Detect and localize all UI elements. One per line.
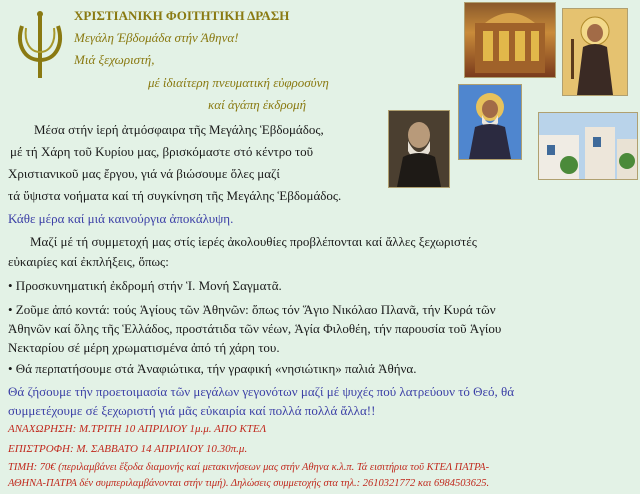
org-title: ΧΡΙΣΤΙΑΝΙΚΗ ΦΟΙΤΗΤΙΚΗ ΔΡΑΣΗ [74, 8, 290, 23]
para2-line-1: Μαζί μέ τή συμμετοχή μας στίς ἱερές ἀκολουθίες προβλέπονται καί ἄλλες ξεχωριστές [30, 234, 477, 249]
bullet-saints-line-1: • Ζοῦμε ἀπό κοντά: τούς Ἁγίους τῶν Ἀθηνῶν: ὅπως τόν Ἅγιο Νικόλαο Πλανᾶ, τήν Κυρά τῶν [8, 302, 496, 317]
highlight2-line-1: Θά ζήσουμε τήν προετοιμασία τῶν μεγάλων γεγονότων μαζί μέ ψυχές πού λατρεύουν τό Θεό, θά [8, 384, 515, 399]
bullet-monastery: • Προσκυνηματική ἐκδρομή στήν Ἱ. Μονή Σαγματᾶ. [8, 278, 282, 293]
intro-line-2: μέ τή Χάρη τοῦ Κυρίου μας, βρισκόμαστε στό κέντρο τοῦ [10, 144, 314, 159]
highlight-daily: Κάθε μέρα καί μιά καινούργια ἀποκάλυψη. [8, 211, 234, 226]
header-line-3: Μιά ξεχωριστή, [74, 52, 155, 67]
intro-line-4: τά ὕψιστα νοήματα καί τή συγκίνηση τῆς Μεγάλης Ἑβδομάδος. [8, 188, 342, 203]
return-info: ΕΠΙΣΤΡΟΦΗ: Μ. ΣΑΒΒΑΤΟ 14 ΑΠΡΙΛΙΟΥ 10.30π.μ. [8, 443, 248, 455]
saint-philothei-icon-image [562, 8, 628, 96]
price-line-1: ΤΙΜΗ: 70€ (περιλαμβάνει ἔξοδα διαμονής καί μετακινήσεων μας στήν Αθηνα κ.λ.π. Τά εισιτήρια τοῦ ΚΤΕΛ ΠΑΤΡΑ- [8, 462, 490, 473]
anafiotika-street-image [538, 112, 638, 180]
price-line-2: ΑΘΗΝΑ-ΠΑΤΡΑ δέν συμπεριλαμβάνονται στήν τιμή). Δηλώσεις συμμετοχής στα τηλ.: 2610321772 και 6984503625. [8, 478, 490, 489]
departure-info: ΑΝΑΧΩΡΗΣΗ: Μ.ΤΡΙΤΗ 10 ΑΠΡΙΛΙΟΥ 1μ.μ. ΑΠΟ ΚΤΕΛ [8, 423, 267, 435]
header-line-5: καί ἀγάπη ἐκδρομή [208, 97, 307, 112]
highlight2-line-2: συμμετέχουμε σέ ξεχωριστή γιά μᾶς εὐκαιρία καί πολλά πολλά ἄλλα!! [8, 403, 376, 418]
organization-logo [14, 8, 66, 82]
intro-line-3: Χριστιανικοῦ μας ἔργου, γιά νά βιώσουμε ὅλες μαζί [8, 166, 280, 181]
saint-nektarios-icon-image [458, 84, 522, 160]
intro-line-1: Μέσα στήν ἱερή ἀτμόσφαιρα τῆς Μεγάλης Ἑβδομάδος, [34, 122, 324, 137]
header-line-4: μέ ἰδιαίτερη πνευματική εὐφροσύνη [148, 75, 329, 90]
para2-line-2: εὐκαιρίες καί ἐκπλήξεις, ὅπως: [8, 254, 169, 269]
saint-portrait-photo [388, 110, 450, 188]
bullet-anafiotika: • Θά περπατήσουμε στά Ἀναφιώτικα, τήν γραφική «νησιώτικη» παλιά Ἀθήνα. [8, 361, 417, 376]
bullet-saints-line-3: Νεκταρίου σέ μέρη χρωματισμένα ἀπό τή χάρη του. [8, 340, 280, 355]
church-interior-image [464, 2, 556, 78]
bullet-saints-line-2: Ἀθηνῶν καί ὅλης τῆς Ἑλλάδος, προστάτιδα τῶν νέων, Ἁγία Φιλοθέη, τήν παρουσία τοῦ Ἁγίου [8, 321, 502, 336]
header-line-2: Μεγάλη Έβδομάδα στήν Άθηνα! [74, 30, 239, 45]
